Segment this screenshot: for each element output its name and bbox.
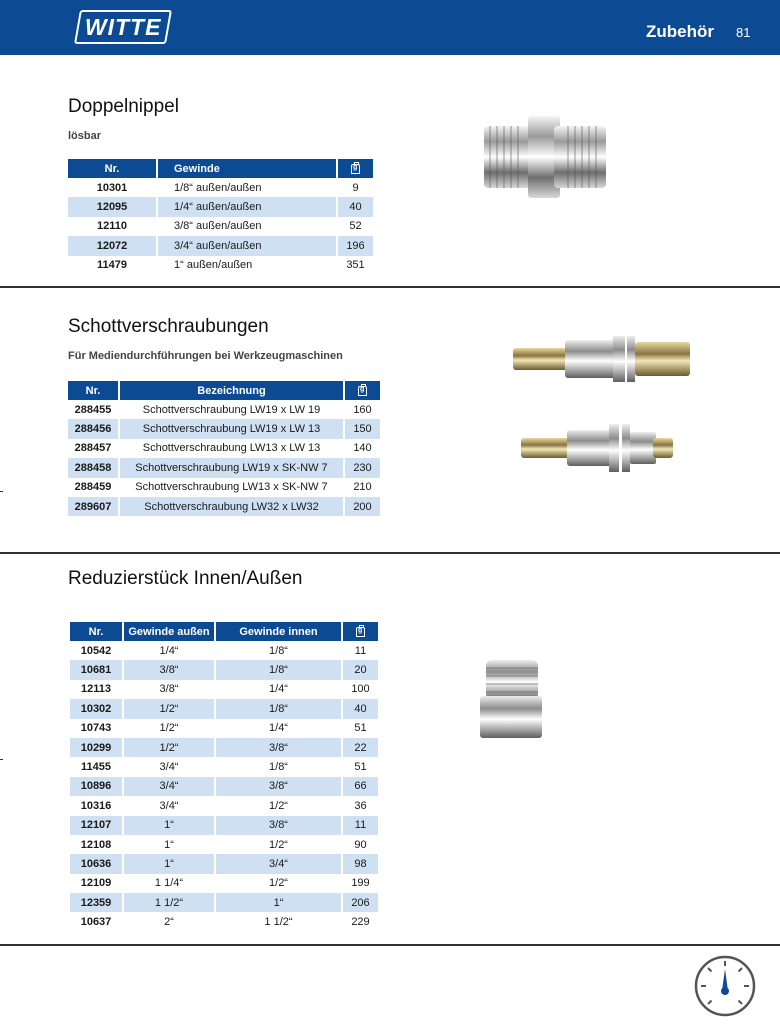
column-header-gewinde-aussen: Gewinde außen: [124, 622, 214, 641]
cell-weight: 90: [354, 838, 367, 851]
weight-icon: [356, 627, 365, 637]
cell-value: 3/4“: [159, 799, 179, 812]
reduzierstueck-photo: [466, 646, 556, 750]
table-row: [68, 217, 373, 236]
schottverschraubungen-table: [66, 381, 382, 516]
cell-weight: 160: [353, 403, 372, 416]
cell-weight: 210: [353, 481, 372, 494]
cell-value: 2“: [164, 916, 174, 929]
schottverschraubung-photo-2: [495, 412, 705, 484]
cell-value: 3/4“ außen/außen: [158, 236, 336, 255]
cell-value: 1/8“: [216, 660, 341, 679]
cell-article-number: 288457: [74, 442, 112, 455]
section-title-reduzierstueck: Reduzierstück Innen/Außen: [68, 568, 303, 589]
cell-value: 1/2“: [124, 699, 214, 718]
cell-article-number: 10743: [80, 722, 112, 735]
cell-value: 3/8“: [216, 777, 341, 796]
table-row: [70, 641, 378, 660]
cell-value: Schottverschraubung LW19 x SK-NW 7: [120, 458, 343, 477]
cell-value: Schottverschraubung LW19 x LW 19: [142, 403, 321, 416]
cell-value: 1“: [124, 854, 214, 873]
cell-weight: 11: [354, 644, 367, 657]
cell-weight: 229: [351, 916, 370, 929]
cell-value: 3/8“ außen/außen: [174, 220, 262, 233]
cell-weight: 51: [354, 761, 367, 774]
column-header-weight: [345, 381, 380, 400]
table-row: [70, 660, 378, 679]
cell-value: 3/4“: [216, 854, 341, 873]
cell-value: 1/4“: [159, 644, 179, 657]
table-row: [70, 777, 378, 796]
weight-icon: [351, 164, 360, 174]
cell-value: 1/2“: [269, 838, 288, 851]
section-divider: [0, 286, 780, 288]
cell-weight: 206: [343, 893, 378, 912]
cell-value: 1/2“: [124, 738, 214, 757]
doppelnippel-table: [66, 159, 375, 275]
page-number: 81: [736, 25, 751, 40]
cell-article-number: 12108: [80, 838, 112, 851]
cell-weight: 20: [343, 660, 378, 679]
table-row: [70, 680, 378, 699]
table-row: [70, 912, 378, 931]
table-row: [70, 816, 378, 835]
crop-mark: [0, 759, 3, 760]
cell-value: 1/8“: [269, 644, 288, 657]
table-row: [70, 699, 378, 718]
cell-value: 3/8“: [216, 738, 341, 757]
cell-weight: 230: [345, 458, 380, 477]
cell-value: 1/4“: [269, 683, 288, 696]
cell-article-number: 10302: [70, 699, 122, 718]
cell-weight: 22: [343, 738, 378, 757]
cell-weight: 140: [353, 442, 372, 455]
column-header-weight: [343, 622, 378, 641]
column-header-bezeichnung: Bezeichnung: [120, 381, 343, 400]
cell-weight: 199: [351, 877, 370, 890]
cell-article-number: 12359: [70, 893, 122, 912]
cell-value: 1/4“: [269, 722, 288, 735]
cell-weight: 196: [338, 236, 373, 255]
section-title: Zubehör: [646, 22, 714, 41]
cell-value: 1“: [164, 838, 174, 851]
cell-article-number: 10301: [96, 181, 128, 194]
cell-weight: 52: [349, 220, 362, 233]
column-header-nr: Nr.: [68, 159, 156, 178]
cell-article-number: 12113: [81, 683, 111, 696]
cell-article-number: 10637: [80, 916, 112, 929]
cell-value: 1/8“ außen/außen: [174, 181, 262, 194]
cell-weight: 200: [345, 497, 380, 516]
cell-article-number: 11455: [81, 761, 111, 774]
column-header-weight: [338, 159, 373, 178]
cell-value: 1“: [124, 816, 214, 835]
page-header: [0, 0, 780, 55]
column-header-nr: Nr.: [70, 622, 122, 641]
cell-article-number: 10299: [70, 738, 122, 757]
table-row: [70, 835, 378, 854]
table-row: [68, 197, 373, 216]
cell-value: Schottverschraubung LW32 x LW32: [120, 497, 343, 516]
cell-article-number: 10681: [70, 660, 122, 679]
cell-article-number: 12107: [70, 816, 122, 835]
table-row: [70, 796, 378, 815]
schottverschraubung-photo-1: [495, 320, 700, 392]
cell-value: 1“: [216, 893, 341, 912]
section-subtitle-doppelnippel: lösbar: [68, 130, 102, 142]
cell-article-number: 12072: [68, 236, 156, 255]
column-header-gewinde-innen: Gewinde innen: [216, 622, 341, 641]
table-row: [68, 178, 373, 197]
weight-icon: [358, 386, 367, 396]
table-row: [68, 400, 380, 419]
cell-article-number: 288456: [68, 419, 118, 438]
cell-value: 1/2“: [269, 877, 288, 890]
cell-value: 1/2“: [269, 799, 288, 812]
cell-value: 3/8“: [216, 816, 341, 835]
cell-article-number: 10542: [80, 644, 112, 657]
table-row: [68, 439, 380, 458]
table-row: [68, 458, 380, 477]
cell-weight: 66: [343, 777, 378, 796]
cell-weight: 11: [343, 816, 378, 835]
column-header-nr: Nr.: [68, 381, 118, 400]
section-title-doppelnippel: Doppelnippel: [68, 96, 179, 117]
cell-article-number: 12110: [97, 220, 127, 233]
cell-value: 1 1/4“: [154, 877, 184, 890]
cell-weight: 40: [338, 197, 373, 216]
cell-value: 1/8“: [216, 699, 341, 718]
section-divider: [0, 944, 780, 946]
cell-article-number: 288459: [74, 481, 112, 494]
table-row: [70, 738, 378, 757]
cell-weight: 100: [351, 683, 370, 696]
cell-article-number: 12109: [80, 877, 112, 890]
section-title-schottverschraubungen: Schottverschraubungen: [68, 316, 269, 337]
column-header-gewinde: Gewinde: [158, 159, 336, 178]
cell-value: 1/4“ außen/außen: [158, 197, 336, 216]
table-row: [70, 854, 378, 873]
cell-value: 3/8“: [124, 660, 214, 679]
cell-weight: 40: [343, 699, 378, 718]
cell-value: 3/4“: [124, 777, 214, 796]
cell-article-number: 12095: [68, 197, 156, 216]
cell-article-number: 288455: [74, 403, 112, 416]
cell-article-number: 289607: [68, 497, 118, 516]
pressure-gauge-icon: [694, 955, 756, 1017]
cell-value: Schottverschraubung LW13 x SK-NW 7: [135, 481, 328, 494]
cell-article-number: 10636: [70, 854, 122, 873]
cell-weight: 9: [352, 181, 359, 194]
table-row: [68, 419, 380, 438]
cell-article-number: 11479: [97, 259, 127, 272]
section-subtitle-schottverschraubungen: Für Mediendurchführungen bei Werkzeugmaschinen: [68, 350, 343, 362]
table-row: [70, 893, 378, 912]
table-row: [70, 874, 378, 893]
reduzierstueck-table: [68, 622, 380, 932]
cell-value: Schottverschraubung LW13 x LW 13: [142, 442, 321, 455]
cell-weight: 150: [345, 419, 380, 438]
crop-mark: [0, 491, 3, 492]
table-row: [68, 236, 373, 255]
cell-value: 1 1/2“: [124, 893, 214, 912]
table-row: [70, 757, 378, 776]
witte-logo: [74, 10, 172, 44]
cell-weight: 351: [346, 259, 365, 272]
cell-weight: 36: [354, 799, 367, 812]
table-row: [68, 256, 373, 275]
cell-article-number: 288458: [68, 458, 118, 477]
cell-value: 1/2“: [159, 722, 179, 735]
cell-article-number: 10896: [70, 777, 122, 796]
cell-article-number: 10316: [80, 799, 112, 812]
cell-value: 1“ außen/außen: [174, 259, 253, 272]
logo-text: WITTE: [84, 13, 162, 40]
cell-value: 1 1/2“: [264, 916, 293, 929]
section-divider: [0, 552, 780, 554]
cell-weight: 51: [354, 722, 367, 735]
cell-weight: 98: [343, 854, 378, 873]
cell-value: Schottverschraubung LW19 x LW 13: [120, 419, 343, 438]
table-row: [68, 497, 380, 516]
table-row: [70, 719, 378, 738]
cell-value: 3/8“: [159, 683, 179, 696]
cell-value: 3/4“: [159, 761, 179, 774]
cell-value: 1/8“: [269, 761, 288, 774]
table-row: [68, 478, 380, 497]
doppelnippel-photo: [470, 96, 625, 216]
